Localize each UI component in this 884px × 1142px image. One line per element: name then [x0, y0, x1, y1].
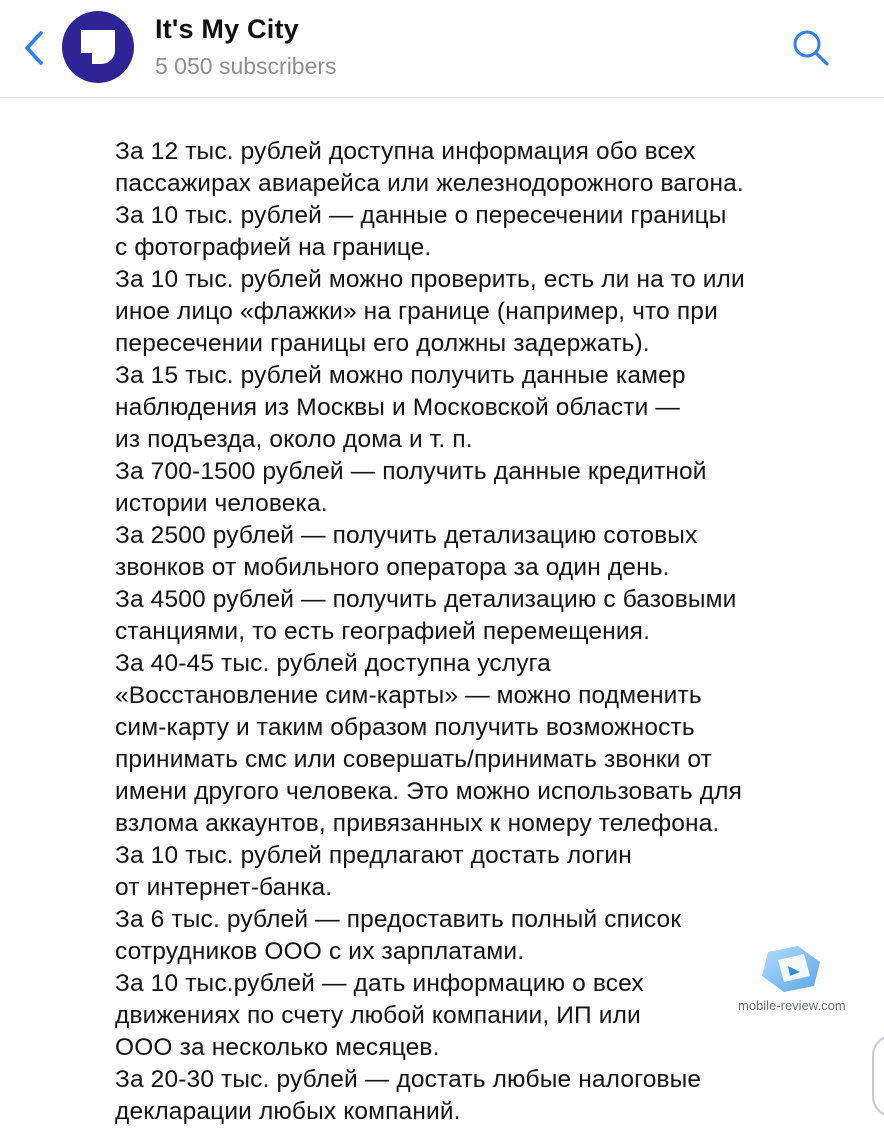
- message-line: За 40-45 тыс. рублей доступна услуга: [115, 650, 551, 677]
- back-button[interactable]: [12, 24, 56, 72]
- chat-header: [0, 0, 884, 98]
- message-line: движениях по счету любой компании, ИП или: [115, 1002, 641, 1029]
- message-line: За 700-1500 рублей — получить данные кредитной: [115, 458, 707, 485]
- message-line: За 12 тыс. рублей доступна информация обо всех: [115, 138, 696, 165]
- message-line: сотрудников ООО с их зарплатами.: [115, 938, 525, 965]
- search-button[interactable]: [786, 26, 836, 70]
- watermark-text: mobile-review.com: [738, 998, 846, 1013]
- message-line: За 4500 рублей — получить детализацию с базовыми: [115, 586, 737, 613]
- message-line: взлома аккаунтов, привязанных к номеру телефона.: [115, 810, 720, 837]
- message-line: [115, 104, 855, 136]
- chevron-left-icon: [23, 30, 45, 66]
- search-icon: [791, 28, 831, 68]
- message-line: пассажирах авиарейса или железнодорожного вагона.: [115, 170, 744, 197]
- message-line: За 6 тыс. рублей — предоставить полный список: [115, 906, 682, 933]
- message-line: За 10 тыс. рублей можно проверить, есть ли на то или: [115, 266, 745, 293]
- message-line: принимать смс или совершать/принимать звонки от: [115, 746, 713, 773]
- message-line: звонков от мобильного оператора за один день.: [115, 554, 670, 581]
- message-line: от интернет-банка.: [115, 874, 333, 901]
- mobile-review-logo-icon: [738, 942, 848, 998]
- message-line: наблюдения из Москвы и Московской области —: [115, 394, 681, 421]
- channel-title[interactable]: It's My City: [155, 14, 299, 44]
- watermark: [738, 942, 848, 1022]
- message-line: За 10 тыс.рублей — дать информацию о всех: [115, 970, 644, 997]
- subscriber-count: 5 050 subscribers: [155, 53, 337, 79]
- message-line: станциями, то есть географией перемещения.: [115, 618, 651, 645]
- message-line: За 2500 рублей — получить детализацию сотовых: [115, 522, 698, 549]
- message-line: сим-карту и таким образом получить возможность: [115, 714, 695, 741]
- message-line: пересечении границы его должны задержать).: [115, 330, 650, 357]
- scroll-to-bottom-button[interactable]: [872, 1034, 884, 1118]
- message-line: За 10 тыс. рублей предлагают достать логин: [115, 842, 632, 869]
- message-line: с фотографией на границе.: [115, 234, 432, 261]
- message-line: из подъезда, около дома и т. п.: [115, 426, 473, 453]
- message-line: За 10 тыс. рублей — данные о пересечении границы: [115, 202, 727, 229]
- message-line: иное лицо «флажки» на границе (например, что при: [115, 298, 718, 325]
- message-line: За 15 тыс. рублей можно получить данные камер: [115, 362, 686, 389]
- message-line: декларации любых компаний.: [115, 1098, 461, 1125]
- channel-logo-icon: [78, 27, 118, 67]
- message-line: истории человека.: [115, 490, 328, 517]
- message-line: За 20-30 тыс. рублей — достать любые налоговые: [115, 1066, 702, 1093]
- message-line: имени другого человека. Это можно использовать для: [115, 778, 743, 805]
- channel-avatar[interactable]: [62, 11, 134, 83]
- message-line: ООО за несколько месяцев.: [115, 1034, 440, 1061]
- message-line: «Восстановление сим-карты» — можно подменить: [115, 682, 702, 709]
